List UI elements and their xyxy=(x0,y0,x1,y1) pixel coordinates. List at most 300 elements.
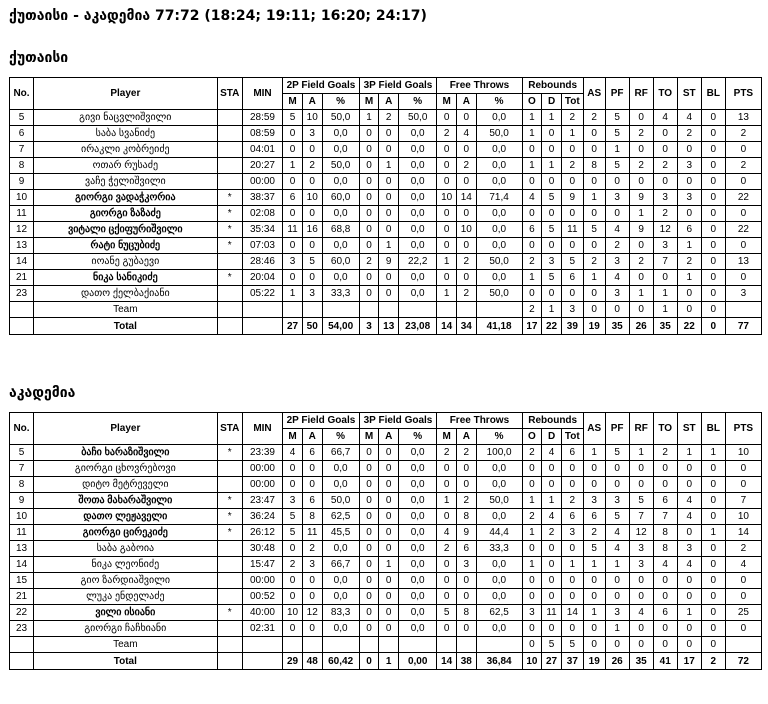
steals: 4 xyxy=(677,110,701,126)
assists: 0 xyxy=(583,461,605,477)
points: 0 xyxy=(725,270,761,286)
fg3-made: 0 xyxy=(359,286,379,302)
player-name: გიორგი ჩაჩხიანი xyxy=(34,621,218,637)
blocks: 0 xyxy=(701,637,725,653)
fg3-made: 2 xyxy=(359,254,379,270)
fg2-made: 2 xyxy=(283,557,303,573)
fg2-pct: 68,8 xyxy=(322,222,359,238)
player-number: 5 xyxy=(10,110,34,126)
player-number: 8 xyxy=(10,158,34,174)
fg2-attempts: 10 xyxy=(302,190,322,206)
fg2-made: 0 xyxy=(283,461,303,477)
personal-fouls: 0 xyxy=(605,461,629,477)
fg3-attempts: 9 xyxy=(379,254,399,270)
blocks: 0 xyxy=(701,206,725,222)
empty-cell xyxy=(725,302,761,318)
steals: 3 xyxy=(677,190,701,206)
fg2-pct: 0,0 xyxy=(322,126,359,142)
fouls-received: 0 xyxy=(629,142,653,158)
ft-made: 4 xyxy=(437,525,457,541)
reb-offensive: 0 xyxy=(522,238,542,254)
fouls-received: 9 xyxy=(629,190,653,206)
steals: 0 xyxy=(677,525,701,541)
turnovers: 0 xyxy=(653,573,677,589)
fg3-attempts: 0 xyxy=(379,477,399,493)
player-number: 7 xyxy=(10,142,34,158)
ft-pct: 0,0 xyxy=(476,206,522,222)
ft-attempts: 8 xyxy=(456,605,476,621)
col-header-min: MIN xyxy=(242,413,282,445)
assists: 1 xyxy=(583,445,605,461)
ft-made: 2 xyxy=(437,541,457,557)
player-row xyxy=(10,605,762,621)
reb-offensive: 0 xyxy=(522,573,542,589)
personal-fouls: 5 xyxy=(605,126,629,142)
player-name: ოთარ რუსაძე xyxy=(34,158,218,174)
player-row xyxy=(10,461,762,477)
reb-offensive: 0 xyxy=(522,637,542,653)
steals: 0 xyxy=(677,573,701,589)
col-header-as: AS xyxy=(583,413,605,445)
fouls-received: 35 xyxy=(629,653,653,670)
personal-fouls: 3 xyxy=(605,254,629,270)
ft-made: 5 xyxy=(437,605,457,621)
reb-offensive: 2 xyxy=(522,254,542,270)
fg2-pct: 0,0 xyxy=(322,174,359,190)
starter-mark xyxy=(217,158,242,174)
reb-defensive: 0 xyxy=(542,286,562,302)
ft-attempts: 2 xyxy=(456,254,476,270)
points: 72 xyxy=(725,653,761,670)
ft-pct: 0,0 xyxy=(476,222,522,238)
col-header-bl: BL xyxy=(701,78,725,110)
fg3-attempts: 0 xyxy=(379,174,399,190)
col-subheader-m: M xyxy=(359,429,379,445)
steals: 0 xyxy=(677,174,701,190)
reb-defensive: 1 xyxy=(542,110,562,126)
reb-total: 0 xyxy=(561,286,583,302)
reb-defensive: 5 xyxy=(542,637,562,653)
player-name: ნიკა ლეონიძე xyxy=(34,557,218,573)
player-row xyxy=(10,509,762,525)
team-row-no xyxy=(10,637,34,653)
player-name: იოანე გუბაევი xyxy=(34,254,218,270)
minutes: 30:48 xyxy=(242,541,282,557)
fg3-attempts: 0 xyxy=(379,605,399,621)
fg3-made: 0 xyxy=(359,621,379,637)
personal-fouls: 5 xyxy=(605,509,629,525)
ft-attempts: 0 xyxy=(456,621,476,637)
fg3-pct: 0,0 xyxy=(399,621,437,637)
fg3-attempts: 0 xyxy=(379,509,399,525)
fg2-attempts: 48 xyxy=(302,653,322,670)
fouls-received: 2 xyxy=(629,254,653,270)
fg2-attempts: 6 xyxy=(302,445,322,461)
player-row xyxy=(10,142,762,158)
fg3-pct: 0,0 xyxy=(399,174,437,190)
empty-cell xyxy=(456,302,476,318)
personal-fouls: 4 xyxy=(605,222,629,238)
ft-made: 0 xyxy=(437,142,457,158)
fg3-pct: 0,0 xyxy=(399,190,437,206)
fg3-pct: 22,2 xyxy=(399,254,437,270)
ft-attempts: 2 xyxy=(456,445,476,461)
fg2-attempts: 0 xyxy=(302,174,322,190)
points: 13 xyxy=(725,254,761,270)
player-row xyxy=(10,541,762,557)
fg3-attempts: 1 xyxy=(379,653,399,670)
starter-mark: * xyxy=(217,206,242,222)
turnovers: 0 xyxy=(653,461,677,477)
reb-offensive: 1 xyxy=(522,525,542,541)
ft-made: 2 xyxy=(437,445,457,461)
reb-total: 2 xyxy=(561,158,583,174)
turnovers: 2 xyxy=(653,445,677,461)
fg3-attempts: 0 xyxy=(379,573,399,589)
starter-mark xyxy=(217,126,242,142)
empty-cell xyxy=(283,637,303,653)
assists: 1 xyxy=(583,270,605,286)
personal-fouls: 1 xyxy=(605,621,629,637)
total-row-no xyxy=(10,318,34,335)
blocks: 2 xyxy=(701,653,725,670)
turnovers: 0 xyxy=(653,621,677,637)
reb-defensive: 0 xyxy=(542,541,562,557)
turnovers: 8 xyxy=(653,525,677,541)
empty-cell xyxy=(359,302,379,318)
team-title-away: აკადემია xyxy=(9,385,76,401)
col-subheader-pct: % xyxy=(476,429,522,445)
ft-pct: 44,4 xyxy=(476,525,522,541)
ft-pct: 0,0 xyxy=(476,461,522,477)
player-name: გიორგი ვადაჭკორია xyxy=(34,190,218,206)
reb-offensive: 2 xyxy=(522,302,542,318)
player-name: ნიკა სანიკიძე xyxy=(34,270,218,286)
minutes: 00:00 xyxy=(242,174,282,190)
header-row xyxy=(10,413,762,429)
personal-fouls: 35 xyxy=(605,318,629,335)
steals: 4 xyxy=(677,557,701,573)
player-number: 13 xyxy=(10,541,34,557)
reb-offensive: 0 xyxy=(522,142,542,158)
fg3-attempts: 0 xyxy=(379,525,399,541)
ft-attempts: 2 xyxy=(456,286,476,302)
starter-mark xyxy=(217,142,242,158)
assists: 0 xyxy=(583,302,605,318)
player-name: დათო ლეჟაველი xyxy=(34,509,218,525)
points: 10 xyxy=(725,509,761,525)
fg3-attempts: 2 xyxy=(379,110,399,126)
fg3-pct: 0,0 xyxy=(399,605,437,621)
starter-mark xyxy=(217,477,242,493)
reb-total: 3 xyxy=(561,302,583,318)
ft-attempts: 0 xyxy=(456,238,476,254)
player-number: 14 xyxy=(10,254,34,270)
col-subheader-o: O xyxy=(522,429,542,445)
empty-cell xyxy=(399,302,437,318)
fouls-received: 1 xyxy=(629,445,653,461)
player-number: 10 xyxy=(10,190,34,206)
empty-cell xyxy=(379,302,399,318)
fg3-pct: 0,0 xyxy=(399,493,437,509)
steals: 4 xyxy=(677,509,701,525)
player-name: დიტო მეტრეველი xyxy=(34,477,218,493)
col-subheader-m: M xyxy=(437,94,457,110)
points: 0 xyxy=(725,477,761,493)
ft-pct: 62,5 xyxy=(476,605,522,621)
player-number: 7 xyxy=(10,461,34,477)
starter-mark xyxy=(217,461,242,477)
player-number: 13 xyxy=(10,238,34,254)
starter-mark: * xyxy=(217,445,242,461)
reb-offensive: 2 xyxy=(522,445,542,461)
fg3-attempts: 0 xyxy=(379,461,399,477)
fouls-received: 0 xyxy=(629,621,653,637)
points: 0 xyxy=(725,174,761,190)
fg2-made: 0 xyxy=(283,174,303,190)
minutes: 15:47 xyxy=(242,557,282,573)
player-name: ბაჩი ხარაზიშვილი xyxy=(34,445,218,461)
starter-mark xyxy=(217,589,242,605)
empty-cell xyxy=(476,302,522,318)
points: 25 xyxy=(725,605,761,621)
points: 0 xyxy=(725,238,761,254)
minutes: 40:00 xyxy=(242,605,282,621)
steals: 0 xyxy=(677,637,701,653)
col-header-to: TO xyxy=(653,78,677,110)
points: 0 xyxy=(725,206,761,222)
starter-mark: * xyxy=(217,238,242,254)
personal-fouls: 0 xyxy=(605,302,629,318)
fg2-attempts: 0 xyxy=(302,589,322,605)
col-header-3p: 3P Field Goals xyxy=(359,413,437,429)
personal-fouls: 4 xyxy=(605,541,629,557)
reb-offensive: 1 xyxy=(522,110,542,126)
fg3-made: 0 xyxy=(359,174,379,190)
ft-made: 1 xyxy=(437,254,457,270)
assists: 0 xyxy=(583,477,605,493)
fouls-received: 0 xyxy=(629,573,653,589)
steals: 0 xyxy=(677,477,701,493)
ft-made: 0 xyxy=(437,174,457,190)
ft-made: 0 xyxy=(437,206,457,222)
reb-offensive: 0 xyxy=(522,174,542,190)
ft-made: 0 xyxy=(437,557,457,573)
fg2-made: 0 xyxy=(283,238,303,254)
player-name: ირაკლი კობრეიძე xyxy=(34,142,218,158)
reb-defensive: 0 xyxy=(542,126,562,142)
team-row-label: Team xyxy=(34,302,218,318)
reb-total: 6 xyxy=(561,509,583,525)
assists: 0 xyxy=(583,142,605,158)
minutes: 28:59 xyxy=(242,110,282,126)
reb-defensive: 0 xyxy=(542,461,562,477)
fg3-attempts: 1 xyxy=(379,557,399,573)
team-row xyxy=(10,302,762,318)
steals: 0 xyxy=(677,621,701,637)
fg3-made: 0 xyxy=(359,270,379,286)
total-row xyxy=(10,318,762,335)
reb-total: 3 xyxy=(561,525,583,541)
reb-total: 0 xyxy=(561,174,583,190)
player-name: საბა გაბოია xyxy=(34,541,218,557)
personal-fouls: 3 xyxy=(605,286,629,302)
fg3-made: 0 xyxy=(359,190,379,206)
steals: 3 xyxy=(677,541,701,557)
ft-pct: 36,84 xyxy=(476,653,522,670)
fg3-attempts: 0 xyxy=(379,270,399,286)
reb-defensive: 0 xyxy=(542,621,562,637)
fg3-made: 0 xyxy=(359,477,379,493)
total-label: Total xyxy=(34,318,218,335)
steals: 2 xyxy=(677,126,701,142)
empty-cell xyxy=(302,637,322,653)
player-row xyxy=(10,286,762,302)
starter-mark: * xyxy=(217,222,242,238)
fg3-attempts: 0 xyxy=(379,190,399,206)
blocks: 0 xyxy=(701,461,725,477)
steals: 0 xyxy=(677,286,701,302)
ft-made: 2 xyxy=(437,126,457,142)
col-header-st: ST xyxy=(677,78,701,110)
fg2-made: 10 xyxy=(283,605,303,621)
reb-total: 0 xyxy=(561,589,583,605)
points: 0 xyxy=(725,461,761,477)
col-subheader-tot: Tot xyxy=(561,429,583,445)
fouls-received: 0 xyxy=(629,270,653,286)
col-header-as: AS xyxy=(583,78,605,110)
reb-defensive: 2 xyxy=(542,525,562,541)
col-subheader-d: D xyxy=(542,429,562,445)
boxscore-table-away xyxy=(9,412,762,670)
reb-offensive: 0 xyxy=(522,461,542,477)
fg3-pct: 0,0 xyxy=(399,286,437,302)
fg2-made: 0 xyxy=(283,142,303,158)
col-subheader-m: M xyxy=(283,429,303,445)
ft-attempts: 0 xyxy=(456,477,476,493)
starter-mark: * xyxy=(217,605,242,621)
fg2-pct: 0,0 xyxy=(322,206,359,222)
reb-total: 0 xyxy=(561,573,583,589)
steals: 1 xyxy=(677,270,701,286)
steals: 22 xyxy=(677,318,701,335)
fg3-attempts: 0 xyxy=(379,126,399,142)
fg3-attempts: 0 xyxy=(379,142,399,158)
ft-made: 0 xyxy=(437,477,457,493)
ft-made: 0 xyxy=(437,110,457,126)
reb-offensive: 17 xyxy=(522,318,542,335)
minutes: 07:03 xyxy=(242,238,282,254)
player-row xyxy=(10,238,762,254)
player-number: 10 xyxy=(10,509,34,525)
fg2-attempts: 11 xyxy=(302,525,322,541)
reb-defensive: 1 xyxy=(542,302,562,318)
ft-attempts: 14 xyxy=(456,190,476,206)
steals: 17 xyxy=(677,653,701,670)
ft-attempts: 0 xyxy=(456,573,476,589)
col-header-rf: RF xyxy=(629,78,653,110)
col-header-pts: PTS xyxy=(725,78,761,110)
steals: 1 xyxy=(677,238,701,254)
fg2-made: 5 xyxy=(283,110,303,126)
turnovers: 1 xyxy=(653,286,677,302)
fg3-attempts: 0 xyxy=(379,286,399,302)
blocks: 0 xyxy=(701,318,725,335)
assists: 0 xyxy=(583,238,605,254)
starter-mark: * xyxy=(217,270,242,286)
reb-defensive: 0 xyxy=(542,238,562,254)
col-subheader-a: A xyxy=(379,429,399,445)
fg2-attempts: 0 xyxy=(302,206,322,222)
fg2-pct: 60,42 xyxy=(322,653,359,670)
player-number: 9 xyxy=(10,174,34,190)
reb-defensive: 3 xyxy=(542,254,562,270)
ft-made: 0 xyxy=(437,589,457,605)
col-subheader-m: M xyxy=(359,94,379,110)
reb-total: 2 xyxy=(561,110,583,126)
fg2-attempts: 0 xyxy=(302,461,322,477)
blocks: 0 xyxy=(701,254,725,270)
fg2-made: 11 xyxy=(283,222,303,238)
fouls-received: 12 xyxy=(629,525,653,541)
empty-cell xyxy=(242,302,282,318)
ft-made: 0 xyxy=(437,621,457,637)
ft-made: 0 xyxy=(437,461,457,477)
fg3-pct: 0,0 xyxy=(399,270,437,286)
fg3-attempts: 1 xyxy=(379,238,399,254)
fg2-attempts: 0 xyxy=(302,621,322,637)
fg3-made: 0 xyxy=(359,493,379,509)
fg2-attempts: 10 xyxy=(302,110,322,126)
fg2-pct: 66,7 xyxy=(322,557,359,573)
fg2-made: 0 xyxy=(283,573,303,589)
player-row xyxy=(10,254,762,270)
col-subheader-pct: % xyxy=(322,94,359,110)
assists: 2 xyxy=(583,110,605,126)
ft-pct: 50,0 xyxy=(476,286,522,302)
col-header-rf: RF xyxy=(629,413,653,445)
empty-cell xyxy=(302,302,322,318)
reb-total: 0 xyxy=(561,621,583,637)
player-name: გიორგი ზაზაძე xyxy=(34,206,218,222)
turnovers: 3 xyxy=(653,238,677,254)
fg2-made: 29 xyxy=(283,653,303,670)
ft-attempts: 3 xyxy=(456,557,476,573)
fg3-made: 0 xyxy=(359,509,379,525)
player-number: 23 xyxy=(10,621,34,637)
player-row xyxy=(10,206,762,222)
fg2-pct: 0,0 xyxy=(322,142,359,158)
turnovers: 35 xyxy=(653,318,677,335)
personal-fouls: 0 xyxy=(605,174,629,190)
reb-offensive: 3 xyxy=(522,605,542,621)
empty-cell xyxy=(242,318,282,335)
blocks: 0 xyxy=(701,110,725,126)
fg2-made: 1 xyxy=(283,286,303,302)
blocks: 0 xyxy=(701,477,725,493)
empty-cell xyxy=(359,637,379,653)
steals: 6 xyxy=(677,222,701,238)
ft-attempts: 0 xyxy=(456,142,476,158)
fg3-pct: 0,0 xyxy=(399,158,437,174)
minutes: 28:46 xyxy=(242,254,282,270)
blocks: 0 xyxy=(701,158,725,174)
personal-fouls: 3 xyxy=(605,605,629,621)
fouls-received: 7 xyxy=(629,509,653,525)
turnovers: 3 xyxy=(653,190,677,206)
fouls-received: 3 xyxy=(629,541,653,557)
reb-total: 0 xyxy=(561,142,583,158)
